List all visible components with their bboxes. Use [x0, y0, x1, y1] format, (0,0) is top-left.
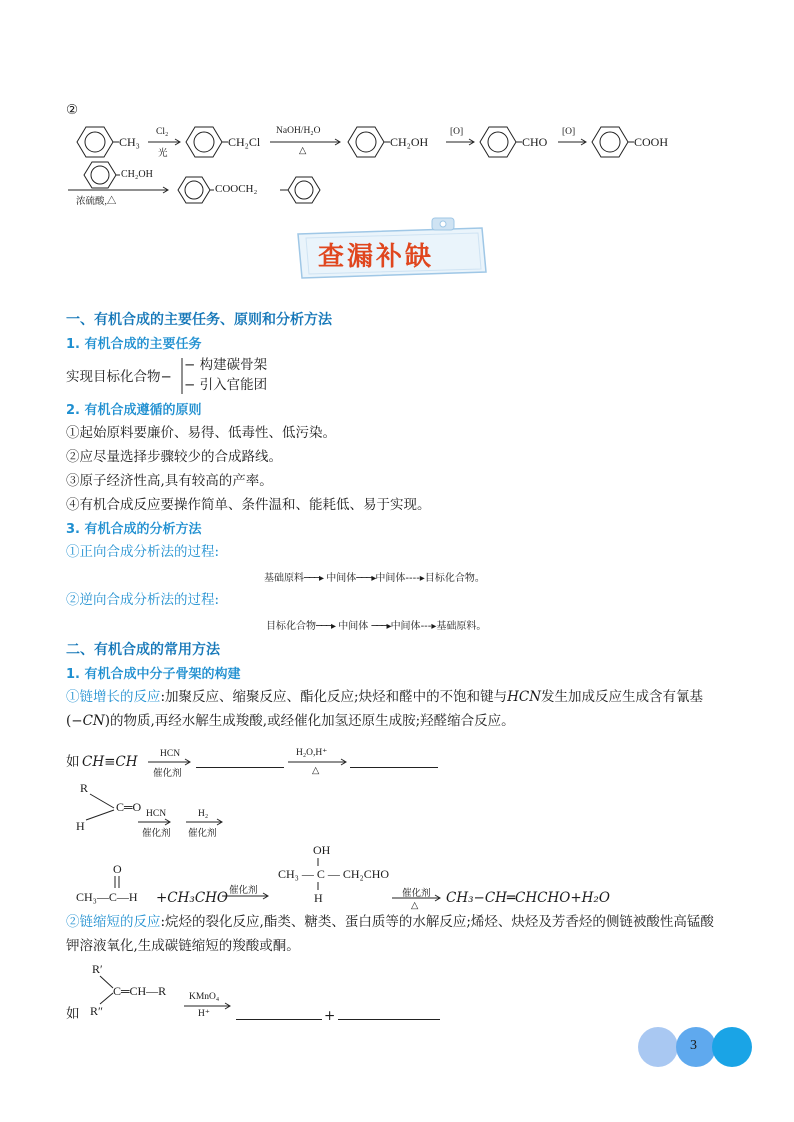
- banner-title: 查漏补缺: [318, 242, 435, 272]
- ex3-arrow2-top: 催化剂: [402, 889, 431, 899]
- cooh-label: COOH: [634, 135, 669, 149]
- ex1-ru: 如: [66, 754, 80, 770]
- section1-heading: 一、有机合成的主要任务、原则和分析方法: [66, 312, 332, 328]
- reverse-flow: 目标化合物───▸ 中间体 ───▸中间体---▸基础原料。: [266, 621, 487, 632]
- section1-sub2: 2. 有机合成遵循的原则: [66, 403, 202, 418]
- ex4-core: C═CH—R: [113, 984, 167, 998]
- ch2oh-label: CH₂OH: [390, 135, 429, 149]
- ex4-blank-1[interactable]: [236, 1019, 322, 1020]
- ex1-arrow2-bottom: △: [312, 766, 320, 776]
- ex1-arrow1-bottom: 催化剂: [153, 769, 182, 779]
- ex3-aldol: CH₃ — C — CH₂CHO: [278, 867, 390, 881]
- principle-2: ②应尽量选择步骤较少的合成路线。: [66, 449, 282, 465]
- step2-reagent: NaOH/H₂O: [276, 126, 321, 136]
- ex3-product: CH₃−CH═CHCHO+H₂O: [446, 890, 610, 906]
- reagent2-label: CH₂OH: [121, 169, 153, 180]
- ex3-reagent: +CH₃CHO: [156, 890, 228, 906]
- ex2-c-o: C═O: [116, 800, 142, 814]
- ex4-arrow-bottom: H⁺: [198, 1009, 210, 1019]
- shorten-paragraph-line2: 钾溶液氧化,生成碳链缩短的羧酸或酮。: [66, 938, 300, 954]
- ex4-blank-2[interactable]: [338, 1019, 440, 1020]
- ester-label: COOCH₂: [215, 183, 258, 195]
- ex3-acetaldehyde: CH₃—C—H: [76, 890, 138, 904]
- grow-paragraph-line1: ①链增长的反应:加聚反应、缩聚反应、酯化反应;炔烃和醛中的不饱和键与HCN发生加成反应生成含有氰基: [66, 689, 704, 705]
- ex3-arrow1-top: 催化剂: [229, 886, 258, 896]
- ex1-blank-2[interactable]: [350, 767, 438, 768]
- step2-condition: △: [299, 146, 307, 156]
- ex1-blank-1[interactable]: [196, 767, 284, 768]
- ex4-r1: R′: [92, 962, 103, 976]
- ch3-label: CH₃: [119, 135, 140, 149]
- grow-paragraph-line2: (−CN)的物质,再经水解生成羧酸,或经催化加氢还原生成胺;羟醛缩合反应。: [66, 713, 515, 729]
- ex2-arrow1-top: HCN: [146, 809, 167, 819]
- step1-reagent: Cl₂: [156, 127, 169, 137]
- ex4-arrow-top: KMnO₄: [189, 992, 220, 1002]
- ex3-arrow2-bottom: △: [411, 901, 419, 911]
- section1-sub3: 3. 有机合成的分析方法: [66, 522, 202, 537]
- ex3-o: O: [113, 862, 122, 876]
- shorten-paragraph-line1: ②链缩短的反应:烷烃的裂化反应,酯类、糖类、蛋白质等的水解反应;烯烃、炔烃及芳香烃的侧链被酸性高锰酸: [66, 914, 714, 930]
- ex1-alkyne: CH≡CH: [82, 754, 138, 770]
- cho-label: CHO: [522, 135, 548, 149]
- step3-reagent: [O]: [450, 127, 464, 137]
- task-lead: 实现目标化合物−: [66, 369, 172, 385]
- reverse-label: ②逆向合成分析法的过程:: [66, 592, 220, 608]
- page-number: 3: [690, 1038, 697, 1053]
- principle-3: ③原子经济性高,具有较高的产率。: [66, 473, 273, 489]
- ex4-plus: +: [324, 1008, 336, 1024]
- ex2-bonds: [0, 780, 794, 840]
- marker-2: ②: [66, 102, 79, 118]
- task-item-1: − 构建碳骨架: [184, 357, 268, 373]
- ex2-arrow1-bottom: 催化剂: [142, 829, 171, 839]
- section2-sub1: 1. 有机合成中分子骨架的构建: [66, 667, 241, 682]
- step4-reagent: [O]: [562, 127, 576, 137]
- ex1-arrow2-top: H₂O,H⁺: [296, 748, 328, 758]
- ex2-r: R: [80, 781, 89, 795]
- ex4-ru: 如: [66, 1006, 80, 1022]
- ex1-arrow1-top: HCN: [160, 749, 181, 759]
- ex3-oh: OH: [313, 843, 331, 857]
- principle-4: ④有机合成反应要操作简单、条件温和、能耗低、易于实现。: [66, 497, 431, 513]
- ex2-h: H: [76, 819, 85, 833]
- task-item-2: − 引入官能团: [184, 377, 268, 393]
- step5-condition: 浓硫酸,△: [76, 197, 117, 207]
- ex4-r2: R″: [90, 1004, 104, 1018]
- ex2-arrow2-bottom: 催化剂: [188, 829, 217, 839]
- forward-flow: 基础原料───▸ 中间体───▸中间体----▸目标化合物。: [264, 573, 485, 584]
- step1-condition: 光: [158, 149, 168, 159]
- ch2cl-label: CH₂Cl: [228, 135, 261, 149]
- section1-sub1: 1. 有机合成的主要任务: [66, 337, 202, 352]
- ex3-h: H: [314, 891, 323, 905]
- ex2-arrow2-top: H₂: [198, 809, 209, 819]
- top-reaction-scheme: [0, 0, 794, 220]
- forward-label: ①正向合成分析法的过程:: [66, 544, 220, 560]
- principle-1: ①起始原料要廉价、易得、低毒性、低污染。: [66, 425, 336, 441]
- section2-heading: 二、有机合成的常用方法: [66, 642, 220, 658]
